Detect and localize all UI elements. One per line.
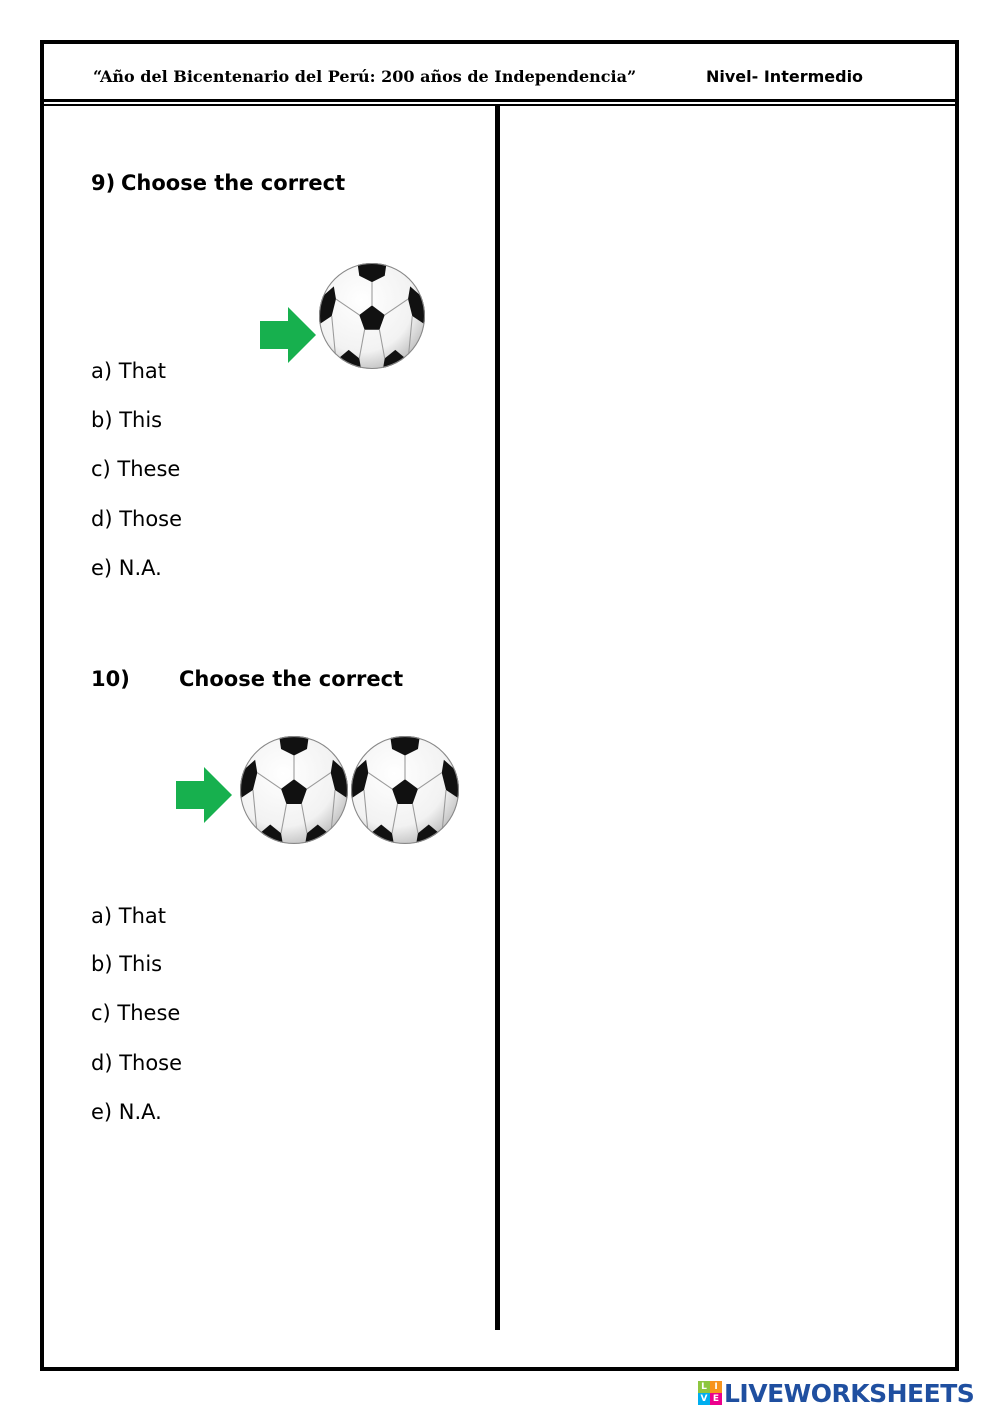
soccer-ball-icon bbox=[240, 736, 348, 844]
question-9-number: 9) bbox=[91, 171, 116, 195]
question-10-option-d[interactable]: d) Those bbox=[91, 1051, 183, 1075]
logo-letter: L bbox=[698, 1381, 710, 1393]
header-level: Nivel- Intermedio bbox=[706, 67, 864, 86]
liveworksheets-logo bbox=[698, 1379, 974, 1407]
green-arrow-icon bbox=[260, 307, 316, 363]
green-arrow-icon bbox=[176, 767, 232, 823]
question-10-option-e[interactable]: e) N.A. bbox=[91, 1100, 162, 1124]
question-9-option-c[interactable]: c) These bbox=[91, 457, 181, 481]
soccer-ball-icon bbox=[351, 736, 459, 844]
brand-text: LIVEWORKSHEETS bbox=[724, 1378, 975, 1408]
liveworksheets-icon bbox=[698, 1381, 722, 1405]
logo-letter: V bbox=[698, 1393, 710, 1405]
question-9-option-b[interactable]: b) This bbox=[91, 408, 163, 432]
question-10-option-b[interactable]: b) This bbox=[91, 952, 163, 976]
question-10-prompt: Choose the correct bbox=[179, 667, 404, 691]
column-divider bbox=[495, 106, 500, 1330]
question-10-number: 10) bbox=[91, 667, 130, 691]
question-10-option-c[interactable]: c) These bbox=[91, 1001, 181, 1025]
logo-letter: E bbox=[710, 1393, 722, 1405]
header-title: “Año del Bicentenario del Perú: 200 años de Independencia” bbox=[93, 67, 637, 86]
question-9-option-e[interactable]: e) N.A. bbox=[91, 556, 162, 580]
question-9-prompt: Choose the correct bbox=[121, 171, 346, 195]
question-9-option-d[interactable]: d) Those bbox=[91, 507, 183, 531]
logo-letter: I bbox=[710, 1381, 722, 1393]
question-10-option-a[interactable]: a) That bbox=[91, 904, 166, 928]
header-divider bbox=[44, 99, 955, 102]
question-9-option-a[interactable]: a) That bbox=[91, 359, 166, 383]
soccer-ball-icon bbox=[319, 263, 425, 369]
